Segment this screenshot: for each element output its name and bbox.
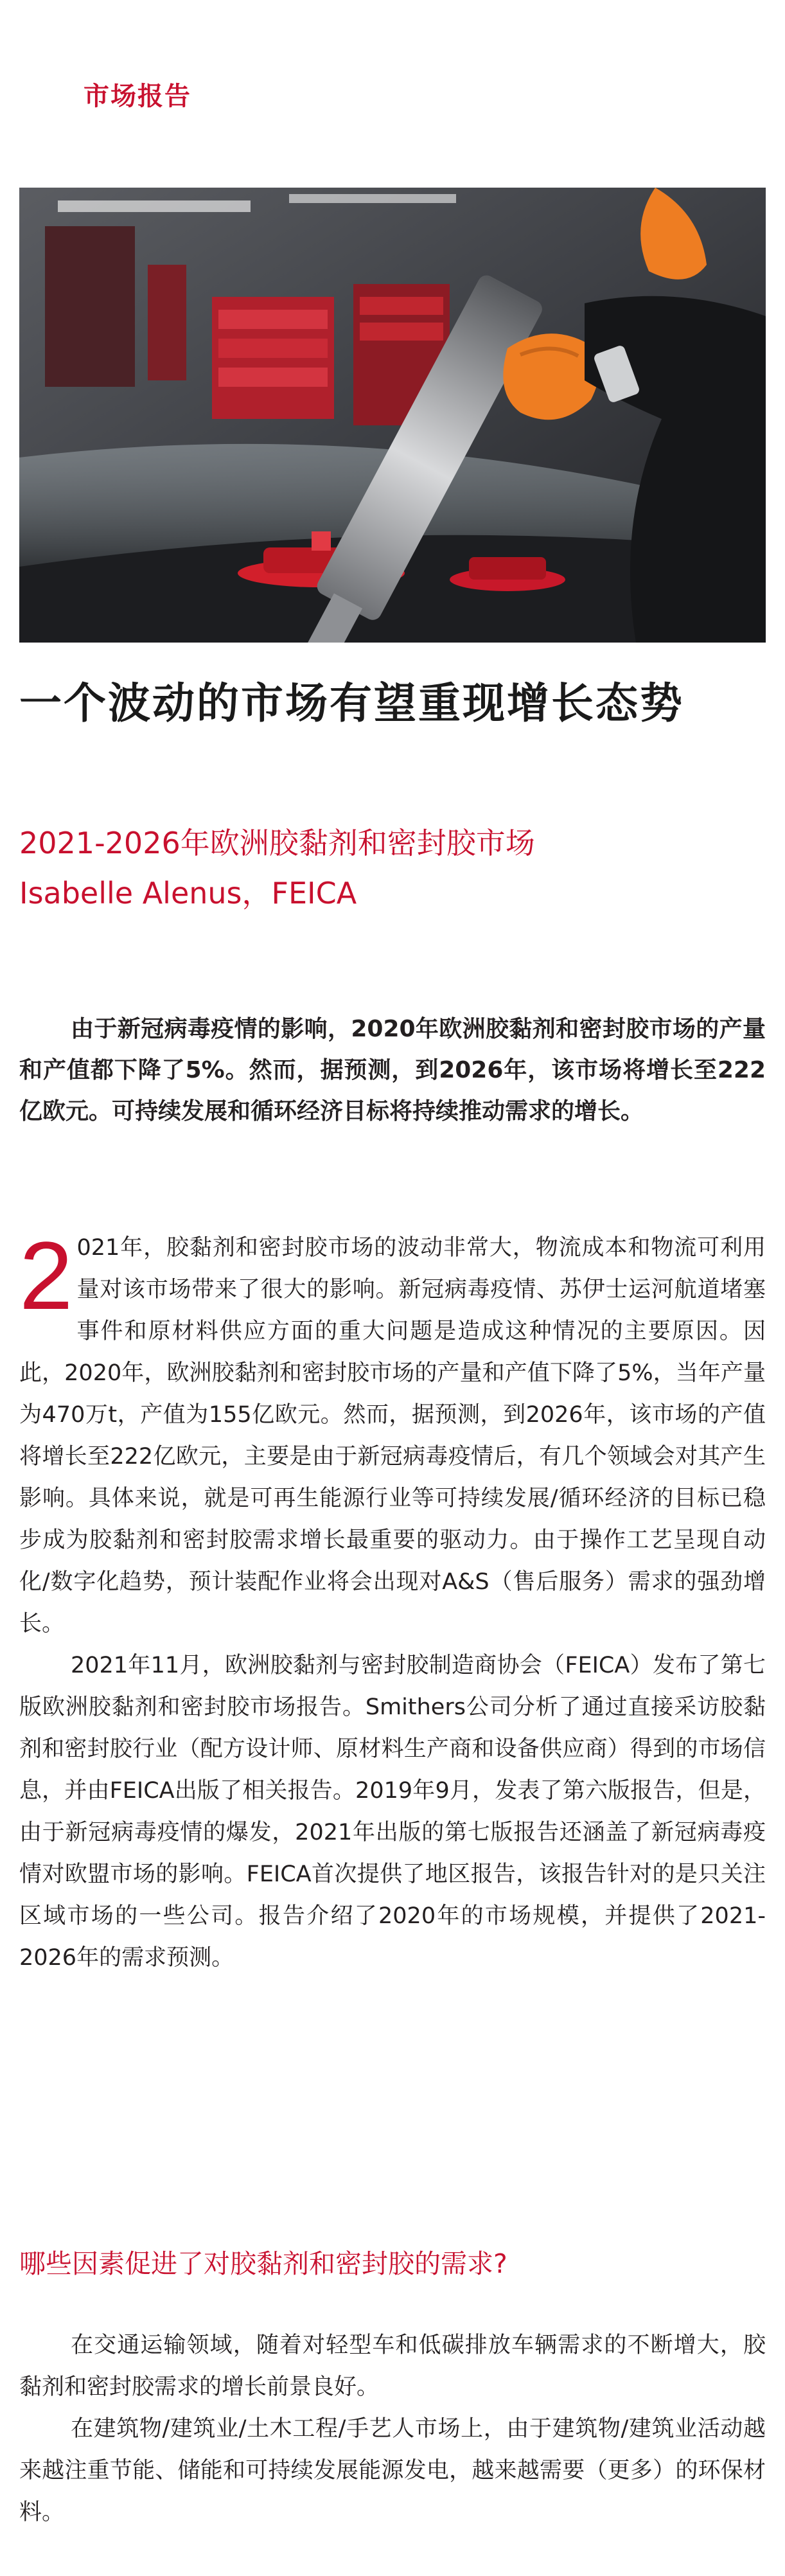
subhead-line-title: 2021-2026年欧洲胶黏剂和密封胶市场	[19, 826, 535, 860]
lead-paragraph: 由于新冠病毒疫情的影响，2020年欧洲胶黏剂和密封胶市场的产量和产值都下降了5%。然而，据预测，到2026年，该市场将增长至222亿欧元。可持续发展和循环经济目标将持续推动需求的增长。	[19, 1016, 766, 1124]
body-paragraph-1	[19, 1221, 766, 1645]
section-heading: 哪些因素促进了对胶黏剂和密封胶的需求?	[19, 2248, 507, 2279]
article-body-continued	[19, 2325, 766, 2534]
subhead	[19, 818, 766, 918]
headline: 一个波动的市场有望重现增长态势	[19, 679, 684, 728]
article-body	[19, 1221, 766, 1979]
drop-cap: 2	[19, 1221, 73, 1329]
body-paragraph-2: 2021年11月，欧洲胶黏剂与密封胶制造商协会（FEICA）发布了第七版欧洲胶黏剂和密封胶市场报告。Smithers公司分析了通过直接采访胶黏剂和密封胶行业（配方设计师、原材料生产商和设备供应商）得到的市场信息，并由FEICA出版了相关报告。2019年9月，发表了第六版报告，但是，由于新冠病毒疫情的爆发，2021年出版的第七版报告还涵盖了新冠病毒疫情对欧盟市场的影响。FEICA首次提供了地区报告，该报告针对的是只关注区域市场的一些公司。报告介绍了2020年的市场规模，并提供了2021-2026年的需求预测。	[19, 1653, 766, 1971]
subhead-line-author: Isabelle Alenus，FEICA	[19, 876, 357, 910]
hero-photo	[19, 188, 766, 643]
hero-illustration	[19, 188, 766, 643]
body-paragraph-1-text: 021年，胶黏剂和密封胶市场的波动非常大，物流成本和物流可利用量对该市场带来了很大的影响。新冠病毒疫情、苏伊士运河航道堵塞事件和原材料供应方面的重大问题是造成这种情况的主要原因。因此，2020年，欧洲胶黏剂和密封胶市场的产量和产值下降了5%，当年产量为470万t，产值为155亿欧元。然而，据预测，到2026年，该市场的产值将增长至222亿欧元，主要是由于新冠病毒疫情后，有几个领域会对其产生影响。具体来说，就是可再生能源行业等可持续发展/循环经济的目标已稳步成为胶黏剂和密封胶需求增长最重要的驱动力。由于操作工艺呈现自动化/数字化趋势，预计装配作业将会出现对A&S（售后服务）需求的强劲增长。	[19, 1235, 766, 1637]
body-paragraph-3: 在交通运输领域，随着对轻型车和低碳排放车辆需求的不断增大，胶黏剂和密封胶需求的增长前景良好。	[19, 2332, 766, 2400]
section-label: 市场报告	[84, 82, 191, 111]
body-paragraph-4: 在建筑物/建筑业/土木工程/手艺人市场上，由于建筑物/建筑业活动越来越注重节能、储能和可持续发展能源发电，越来越需要（更多）的环保材料。	[19, 2416, 766, 2525]
